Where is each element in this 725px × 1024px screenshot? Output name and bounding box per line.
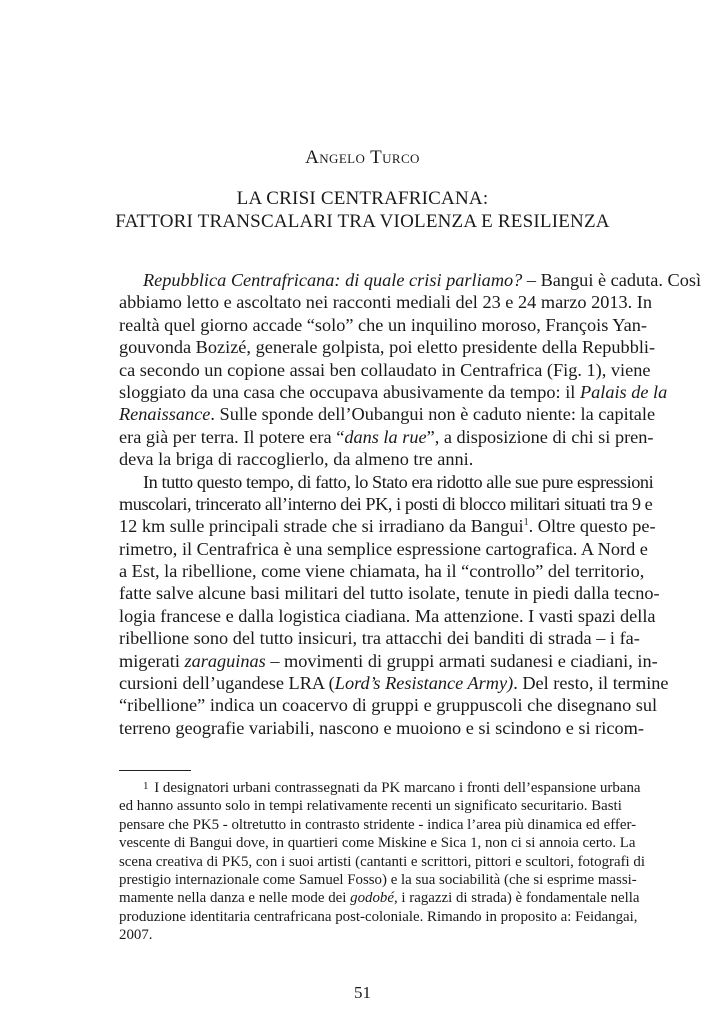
body-line: In tutto questo tempo, di fatto, lo Stato era ridotto alle sue pure espressioni: [143, 471, 654, 492]
article-title: [0, 187, 725, 233]
body-line: gouvonda Bozizé, generale golpista, poi eletto presidente della Repubbli-: [119, 337, 656, 358]
body-line: logia francese e dalla logistica ciadiana. Ma attenzione. I vasti spazi della: [119, 605, 656, 626]
body-line: deva la briga di raccoglierlo, da almeno tre anni.: [119, 449, 474, 470]
body-line: cursioni dell’ugandese LRA (Lord’s Resistance Army). Del resto, il termine: [119, 673, 669, 694]
footnote-line: 2007.: [119, 927, 153, 944]
body-text: [119, 269, 702, 739]
body-line: abbiamo letto e ascoltato nei racconti mediali del 23 e 24 marzo 2013. In: [119, 292, 653, 313]
body-line: realtà quel giorno accade “solo” che un inquilino moroso, François Yan-: [119, 314, 647, 335]
body-line: fatte salve alcune basi militari del tutto isolate, tenute in piedi dalla tecno-: [119, 583, 660, 604]
body-line: 12 km sulle principali strade che si irradiano da Bangui$^1$. Oltre questo pe-: [119, 516, 656, 537]
footnote-line: ed hanno assunto solo in tempi relativamente recenti un significato securitario. Basti: [119, 798, 622, 815]
footnote-separator: [119, 770, 191, 771]
footnote-line: vescente di Bangui dove, in quartieri come Miskine e Sica 1, non ci si annoia certo. La: [119, 835, 636, 852]
body-line: terreno geografie variabili, nascono e muoiono e si scindono e si ricom-: [119, 717, 644, 738]
footnote-line: pensare che PK5 - oltretutto in contrasto stridente - indica l’area più dinamica ed effer-: [119, 816, 637, 833]
body-line: muscolari, trincerato all’interno dei PK, i posti di blocco militari situati tra 9 e: [119, 493, 653, 514]
author-name: Angelo Turco: [305, 147, 420, 168]
footnote-line: mamente nella danza e nelle mode dei godobé, i ragazzi di strada) è fondamentale nella: [119, 890, 640, 907]
body-line: era già per terra. Il potere era “dans la rue”, a disposizione di chi si pren-: [119, 426, 654, 447]
body-line: migerati zaraguinas – movimenti di gruppi armati sudanesi e ciadiani, in-: [119, 650, 658, 671]
footnote: [119, 779, 645, 945]
section-heading: Repubblica Centrafricana: di quale crisi parliamo?: [143, 270, 523, 290]
body-line: rimetro, il Centrafrica è una semplice espressione cartografica. A Nord e: [119, 538, 648, 559]
body-line: “ribellione” indica un coacervo di gruppi e gruppuscoli che disegnano sul: [119, 695, 658, 716]
footnote-mark: 1: [143, 780, 149, 792]
footnote-line: prestigio internazionale come Samuel Fosso) e la sua sociabilità (che si esprime massi-: [119, 871, 637, 888]
footnote-line: produzione identitaria centrafricana post-coloniale. Rimando in proposito a: Feidangai,: [119, 908, 638, 925]
footnote-line: scena creativa di PK5, con i suoi artisti (cantanti e scrittori, pittori e scultori, fotografi di: [119, 853, 645, 870]
body-line: sloggiato da una casa che occupava abusivamente da tempo: il Palais de la: [119, 381, 668, 402]
body-line: ribellione sono del tutto insicuri, tra attacchi dei banditi di strada – i fa-: [119, 628, 640, 649]
title-line-2: FATTORI TRANSCALARI TRA VIOLENZA E RESILIENZA: [115, 211, 610, 232]
body-line: ca secondo un copione assai ben collaudato in Centrafrica (Fig. 1), viene: [119, 359, 651, 380]
body-line: Renaissance. Sulle sponde dell’Oubangui non è caduto niente: la capitale: [119, 404, 656, 425]
footnote-line: $^1$ I designatori urbani contrassegnati da PK marcano i fronti dell’espansione urbana: [143, 780, 641, 796]
page-number: 51: [354, 983, 371, 1002]
footnote-reference[interactable]: 1: [523, 517, 529, 529]
title-line-1: LA CRISI CENTRAFRICANA:: [236, 188, 489, 209]
body-line: a Est, la ribellione, come viene chiamata, ha il “controllo” del territorio,: [119, 561, 645, 582]
body-line: Repubblica Centrafricana: di quale crisi parliamo? – Bangui è caduta. Così: [143, 270, 702, 290]
